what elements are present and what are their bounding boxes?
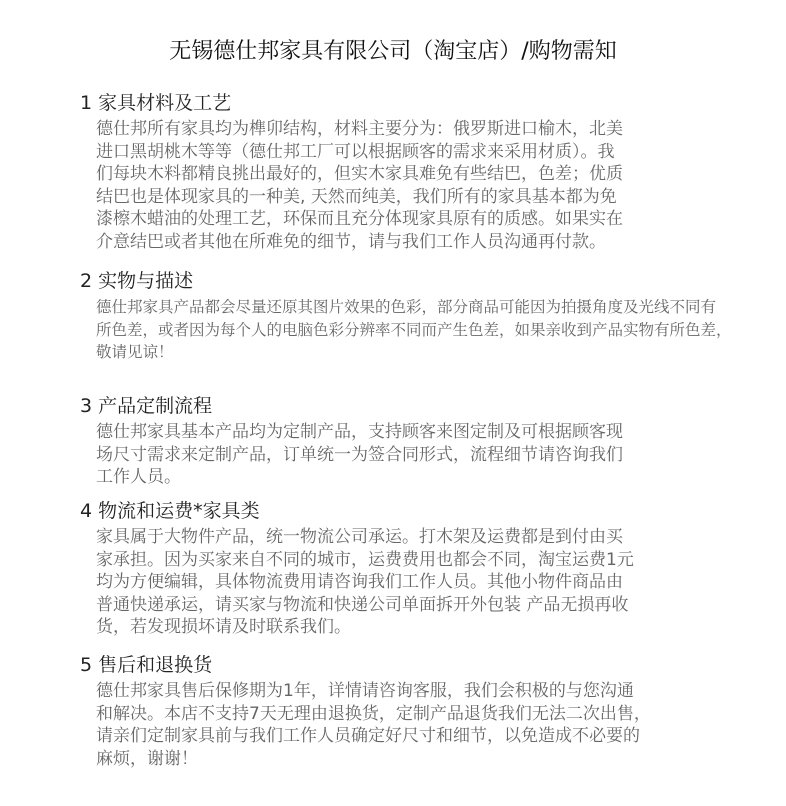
body-line: 普通快递承运，请买家与物流和快递公司单面拆开外包装 产品无损再收 [96,594,629,615]
body-line: 漆檫木蜡油的处理工艺，环保而且充分体现家具原有的质感。如果实在 [96,209,623,230]
body-line: 德仕邦家具售后保修期为1年，详情请咨询客服，我们会积极的与您沟通 [96,681,634,701]
body-line: 麻烦，谢谢！ [96,748,198,769]
body-line: 敬请见谅！ [96,343,174,362]
section-heading: 3 产品定制流程 [80,395,213,417]
body-line: 均为方便编辑，具体物流费用请咨询我们工作人员。其他小物件商品由 [96,572,623,593]
body-line: 和解决。本店不支持7天无理由退换货，定制产品退货我们无法二次出售， [96,703,651,724]
body-line: 结巴也是体现家具的一种美, 天然而纯美，我们所有的家具基本都为免 [96,186,617,207]
body-line: 请亲们定制家具前与我们工作人员确定好尺寸和细节，以免造成不必要的 [96,726,640,747]
body-line: 工作人员。 [96,467,181,488]
body-line: 德仕邦所有家具均为榫卯结构，材料主要分为：俄罗斯进口榆木，北美 [96,119,623,139]
body-line: 介意结巴或者其他在所难免的细节，请与我们工作人员沟通再付款。 [96,231,606,252]
body-line: 家承担。因为买家来自不同的城市，运费费用也都会不同，淘宝运费1元 [96,549,634,570]
section-heading: 2 实物与描述 [80,270,194,292]
body-line: 场尺寸需求来定制产品，订单统一为签合同形式，流程细节请咨询我们 [96,444,623,465]
section-heading: 4 物流和运费*家具类 [80,500,260,522]
section-body [96,421,623,489]
body-line: 家具属于大物件产品，统一物流公司承运。打木架及运费都是到付由买 [96,527,623,547]
body-line: 们每块木料都精良挑出最好的，但实木家具难免有些结巴，色差；优质 [96,164,623,185]
section-body [96,680,651,770]
section-heading: 1 家具材料及工艺 [80,92,232,114]
body-line: 进口黑胡桃木等等（德仕邦工厂可以根据顾客的需求来采用材质）。我 [96,141,615,162]
body-line: 德仕邦家具产品都会尽量还原其图片效果的色彩，部分商品可能因为拍摄角度及光线不同有 [96,298,717,316]
section-body [96,118,623,254]
body-line: 货，若发现损坏请及时联系我们。 [96,617,351,638]
page-title: 无锡德仕邦家具有限公司（淘宝店）/购物需知 [169,39,617,64]
section-body [96,296,732,364]
body-line: 所色差，或者因为每个人的电脑色彩分辨率不同而产生色差，如果亲收到产品实物有所色差， [96,320,732,339]
body-line: 德仕邦家具基本产品均为定制产品，支持顾客来图定制及可根据顾客现 [96,422,623,442]
section-heading: 5 售后和退换货 [80,654,213,676]
section-body [96,526,634,639]
